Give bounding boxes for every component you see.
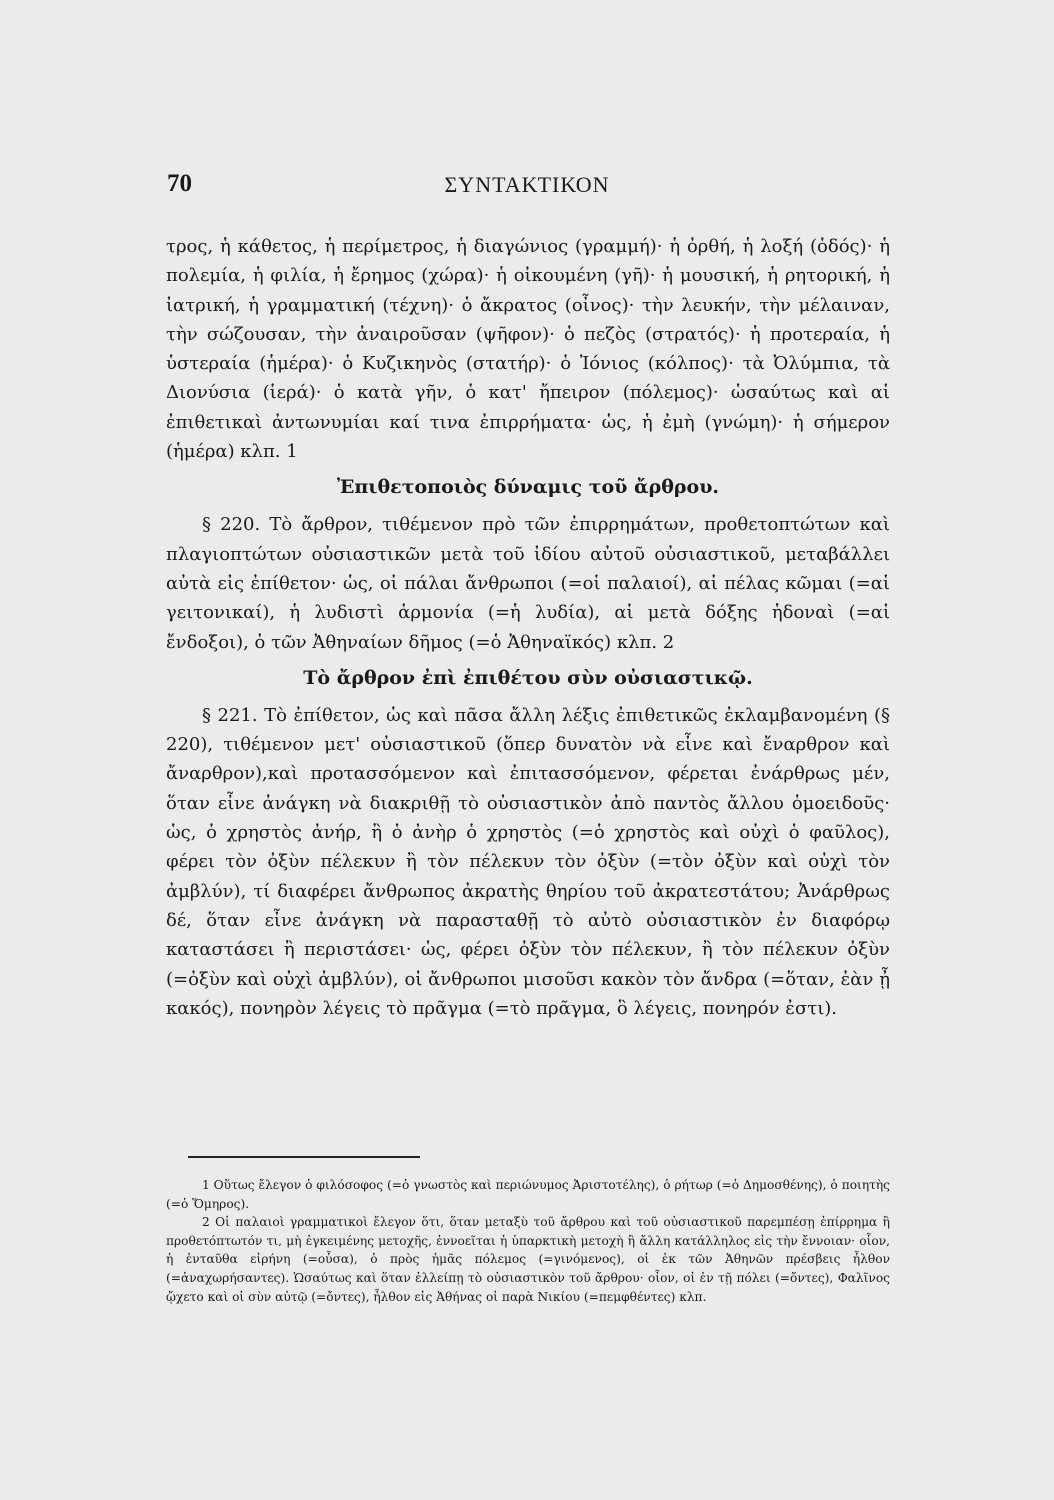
- footnote-2: 2 Οἱ παλαιοὶ γραμματικοὶ ἔλεγον ὅτι, ὅταν μεταξὺ τοῦ ἄρθρου καὶ τοῦ οὐσιαστικοῦ παρεμπέσῃ ἐπίρρημα ἢ προθετόπτωτόν τι, μὴ ἐγκειμένης μετοχῆς, ἐννοεῖται ἡ ὑπαρκτικὴ μετοχὴ ἢ ἄλλη κατάλληλος εἰς τὴν ἔννοιαν· οἷον, ἡ ἐνταῦθα εἰρήνη (=οὖσα), ὁ πρὸς ἡμᾶς πόλεμος (=γινόμενος), οἱ ἐκ τῶν Ἀθηνῶν πρέσβεις ἦλθον (=ἀναχωρήσαντες). Ὡσαύτως καὶ ὅταν ἐλλείπῃ τὸ οὐσιαστικὸν τοῦ ἄρθρου· οἷον, οἱ ἐν τῇ πόλει (=ὄντες), Φαλῖνος ᾤχετο καὶ οἱ σὺν αὐτῷ (=ὄντες), ἦλθον εἰς Ἀθήνας οἱ παρὰ Νικίου (=πεμφθέντες) κλπ.: [166, 1215, 890, 1304]
- footnote-1: 1 Οὕτως ἔλεγον ὁ φιλόσοφος (=ὁ γνωστὸς καὶ περιώνυμος Ἀριστοτέλης), ὁ ρήτωρ (=ὁ Δημοσθένης), ὁ ποιητὴς (=ὁ Ὅμηρος).: [166, 1178, 890, 1211]
- section-220-paragraph: [166, 510, 890, 656]
- section-220-number: § 220.: [202, 514, 261, 536]
- body-text: [166, 232, 890, 1023]
- heading-article-adjective: Τὸ ἄρθρον ἐπὶ ἐπιθέτου σὺν οὐσιαστικῷ.: [303, 666, 753, 689]
- intro-paragraph: τρος, ἡ κάθετος, ἡ περίμετρος, ἡ διαγώνιος (γραμμή)· ἡ ὀρθή, ἡ λοξή (ὁδός)· ἡ πολεμία, ἡ φιλία, ἡ ἔρημος (χώρα)· ἡ οἰκουμένη (γῆ)· ἡ μουσική, ἡ ρητορική, ἡ ἰατρική, ἡ γραμματική (τέχνη)· ὁ ἄκρατος (οἶνος)· τὴν λευκήν, τὴν μέλαιναν, τὴν σώζουσαν, τὴν ἀναιροῦσαν (ψῆφον)· ὁ πεζὸς (στρατός)· ἡ προτεραία, ἡ ὑστεραία (ἡμέρα)· ὁ Κυζικηνὸς (στατήρ)· ὁ Ἰόνιος (κόλπος)· τὰ Ὀλύμπια, τὰ Διονύσια (ἱερά)· ὁ κατὰ γῆν, ὁ κατ' ἤπειρον (πόλεμος)· ὡσαύτως καὶ αἱ ἐπιθετικαὶ ἀντωνυμίαι καί τινα ἐπιρρήματα· ὡς, ἡ ἐμὴ (γνώμη)· ἡ σήμερον (ἡμέρα) κλπ. 1: [166, 236, 890, 463]
- footnote-divider: [188, 1156, 420, 1158]
- section-220-text: Τὸ ἄρθρον, τιθέμενον πρὸ τῶν ἐπιρρημάτων, προθετοπτώτων καὶ πλαγιοπτώτων οὐσιαστικῶν μετὰ τοῦ ἰδίου αὐτοῦ οὐσιαστικοῦ, μεταβάλλει αὐτὰ εἰς ἐπίθετον· ὡς, οἱ πάλαι ἄνθρωποι (=οἱ παλαιοί), αἱ πέλας κῶμαι (=αἱ γειτονικαί), ἡ λυδιστὶ ἁρμονία (=ἡ λυδία), αἱ μετὰ δόξης ἡδοναὶ (=αἱ ἔνδοξοι), ὁ τῶν Ἀθηναίων δῆμος (=ὁ Ἀθηναϊκός) κλπ. 2: [166, 514, 890, 653]
- running-title: ΣΥΝΤΑΚΤΙΚΟΝ: [444, 172, 610, 197]
- section-221-paragraph: [166, 701, 890, 1023]
- section-221-text: Τὸ ἐπίθετον, ὡς καὶ πᾶσα ἄλλη λέξις ἐπιθετικῶς ἐκλαμβανομένη (§ 220), τιθέμενον μετ' οὐσιαστικοῦ (ὅπερ δυνατὸν νὰ εἶνε καὶ ἔναρθρον καὶ ἄναρθρον),καὶ προτασσόμενον καὶ ἐπιτασσόμενον, φέρεται ἐνάρθρως μέν, ὅταν εἶνε ἀνάγκη νὰ διακριθῇ τὸ οὐσιαστικὸν ἀπὸ παντὸς ἄλλου ὁμοειδοῦς· ὡς, ὁ χρηστὸς ἀνήρ, ἢ ὁ ἀνὴρ ὁ χρηστὸς (=ὁ χρηστὸς καὶ οὐχὶ ὁ φαῦλος), φέρει τὸν ὀξὺν πέλεκυν ἢ τὸν πέλεκυν τὸν ὀξὺν (=τὸν ὀξὺν καὶ οὐχὶ τὸν ἀμβλύν), τί διαφέρει ἄνθρωπος ἀκρατὴς θηρίου τοῦ ἀκρατεστάτου; Ἀνάρθρως δέ, ὅταν εἶνε ἀνάγκη νὰ παρασταθῇ τὸ αὐτὸ οὐσιαστικὸν ἐν διαφόρῳ καταστάσει ἢ περιστάσει· ὡς, φέρει ὀξὺν τὸν πέλεκυν, ἢ τὸν πέλεκυν ὀξὺν (=ὀξὺν καὶ οὐχὶ ἀμβλύν), οἱ ἄνθρωποι μισοῦσι κακὸν τὸν ἄνδρα (=ὅταν, ἐὰν ᾖ κακός), πονηρὸν λέγεις τὸ πρᾶγμα (=τὸ πρᾶγμα, ὃ λέγεις, πονηρόν ἐστι).: [166, 704, 891, 1019]
- page-number: 70: [167, 170, 192, 197]
- running-head: [167, 170, 887, 204]
- section-221-number: § 221.: [202, 704, 258, 726]
- footnotes: [166, 1176, 890, 1306]
- heading-attributive-power: Ἐπιθετοποιὸς δύναμις τοῦ ἄρθρου.: [336, 476, 720, 499]
